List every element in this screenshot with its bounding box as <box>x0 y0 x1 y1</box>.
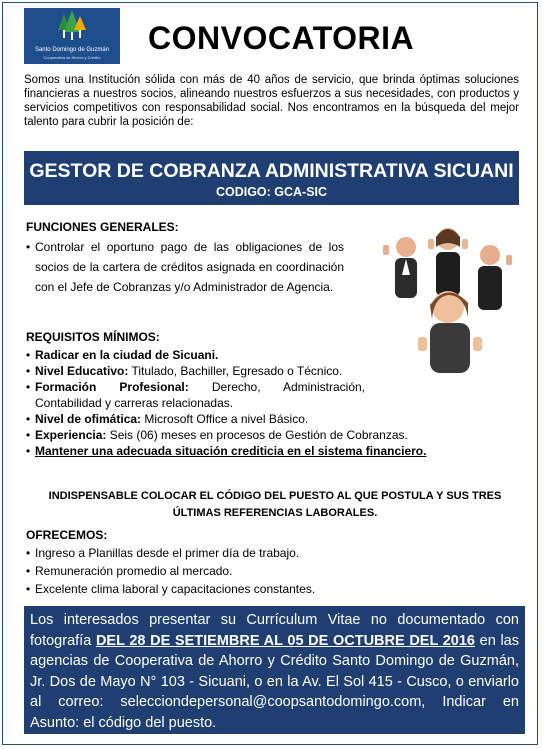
ofrecemos-item: • Excelente clima laboral y capacitaciones constantes. <box>26 580 446 598</box>
cta-text-before: Los interesados presentar su Currículum Vitae no documentado con fotografía <box>30 612 519 649</box>
requisito-text: Seis (06) meses en procesos de Gestión de Cobranzas. <box>106 428 408 442</box>
requisito-item <box>26 363 446 379</box>
requisito-label: Nivel de ofimática: <box>35 412 142 426</box>
position-title: GESTOR DE COBRANZA ADMINISTRATIVA SICUANI <box>29 160 514 182</box>
cta-text-after: en las agencias de Cooperativa de Ahorro y Crédito Santo Domingo de Guzmán, Jr. Dos de Mayo N° 103 - Sicuani, o en la Av. El Sol 415 - Cusco, o enviarlo al correo: selecciondepersonal@coopsantodomingo.com, Indicar en Asunto: el código del puesto. <box>30 632 519 731</box>
position-banner <box>24 151 519 205</box>
requisito-text: Microsoft Office a nivel Básico. <box>141 412 309 426</box>
requisito-label: Mantener una adecuada situación crediticia en el sistema financiero. <box>35 444 427 458</box>
logo-name: Santo Domingo de Guzmán <box>34 47 110 53</box>
page-title: CONVOCATORIA <box>148 20 415 56</box>
ofrecemos-list <box>26 544 446 598</box>
requisito-label: Experiencia: <box>35 428 107 442</box>
requisito-label: Nivel Educativo: <box>35 364 129 378</box>
application-instructions <box>24 606 525 734</box>
intro-paragraph: Somos una Institución sólida con más de 40 años de servicio, que brinda óptimas soluciones financieras a nuestros socios, alineando nuestros esfuerzos a sus necesidades, con productos y servicios competitivos con responsabilidad social. Nos encontramos en la búsqueda del mejor talento para cubrir la posición de: <box>24 74 519 128</box>
logo-tagline: Cooperativa de Ahorro y Crédito <box>43 55 101 60</box>
requisito-text: Derecho, Administración, Contabilidad y carreras relacionadas. <box>35 380 365 410</box>
requisito-text: Titulado, Bachiller, Egresado o Técnico. <box>128 364 343 378</box>
requisito-item <box>26 427 446 443</box>
funciones-item: • Controlar el oportuno pago de las obligaciones de los socios de la cartera de créditos asignada en coordinación con el Jefe de Cobranzas y/o Administrador de Agencia. <box>26 237 344 297</box>
position-code: CODIGO: GCA-SIC <box>215 185 328 199</box>
requisitos-list <box>26 347 446 459</box>
tree-logo-icon <box>24 8 120 48</box>
funciones-heading: FUNCIONES GENERALES: <box>26 220 179 234</box>
requisitos-heading: REQUISITOS MÍNIMOS: <box>26 330 160 344</box>
cta-dates: DEL 28 DE SETIEMBRE AL 05 DE OCTUBRE DEL 2016 <box>95 632 475 649</box>
requisito-item <box>26 347 446 363</box>
ofrecemos-item: • Remuneración promedio al mercado. <box>26 562 446 580</box>
requisito-label: Formación Profesional: <box>35 380 189 394</box>
requisito-item <box>26 379 365 411</box>
requisito-item <box>26 411 446 427</box>
funciones-list <box>26 237 344 297</box>
ofrecemos-heading: OFRECEMOS: <box>26 528 108 542</box>
notice-text: INDISPENSABLE COLOCAR EL CÓDIGO DEL PUESTO AL QUE POSTULA Y SUS TRES ÚLTIMAS REFERENCIAS LABORALES. <box>48 490 502 519</box>
ofrecemos-item: • Ingreso a Planillas desde el primer día de trabajo. <box>26 544 446 562</box>
requisito-label: Radicar en la ciudad de Sicuani. <box>35 348 219 362</box>
logo <box>24 8 120 64</box>
requisito-item <box>26 443 446 459</box>
